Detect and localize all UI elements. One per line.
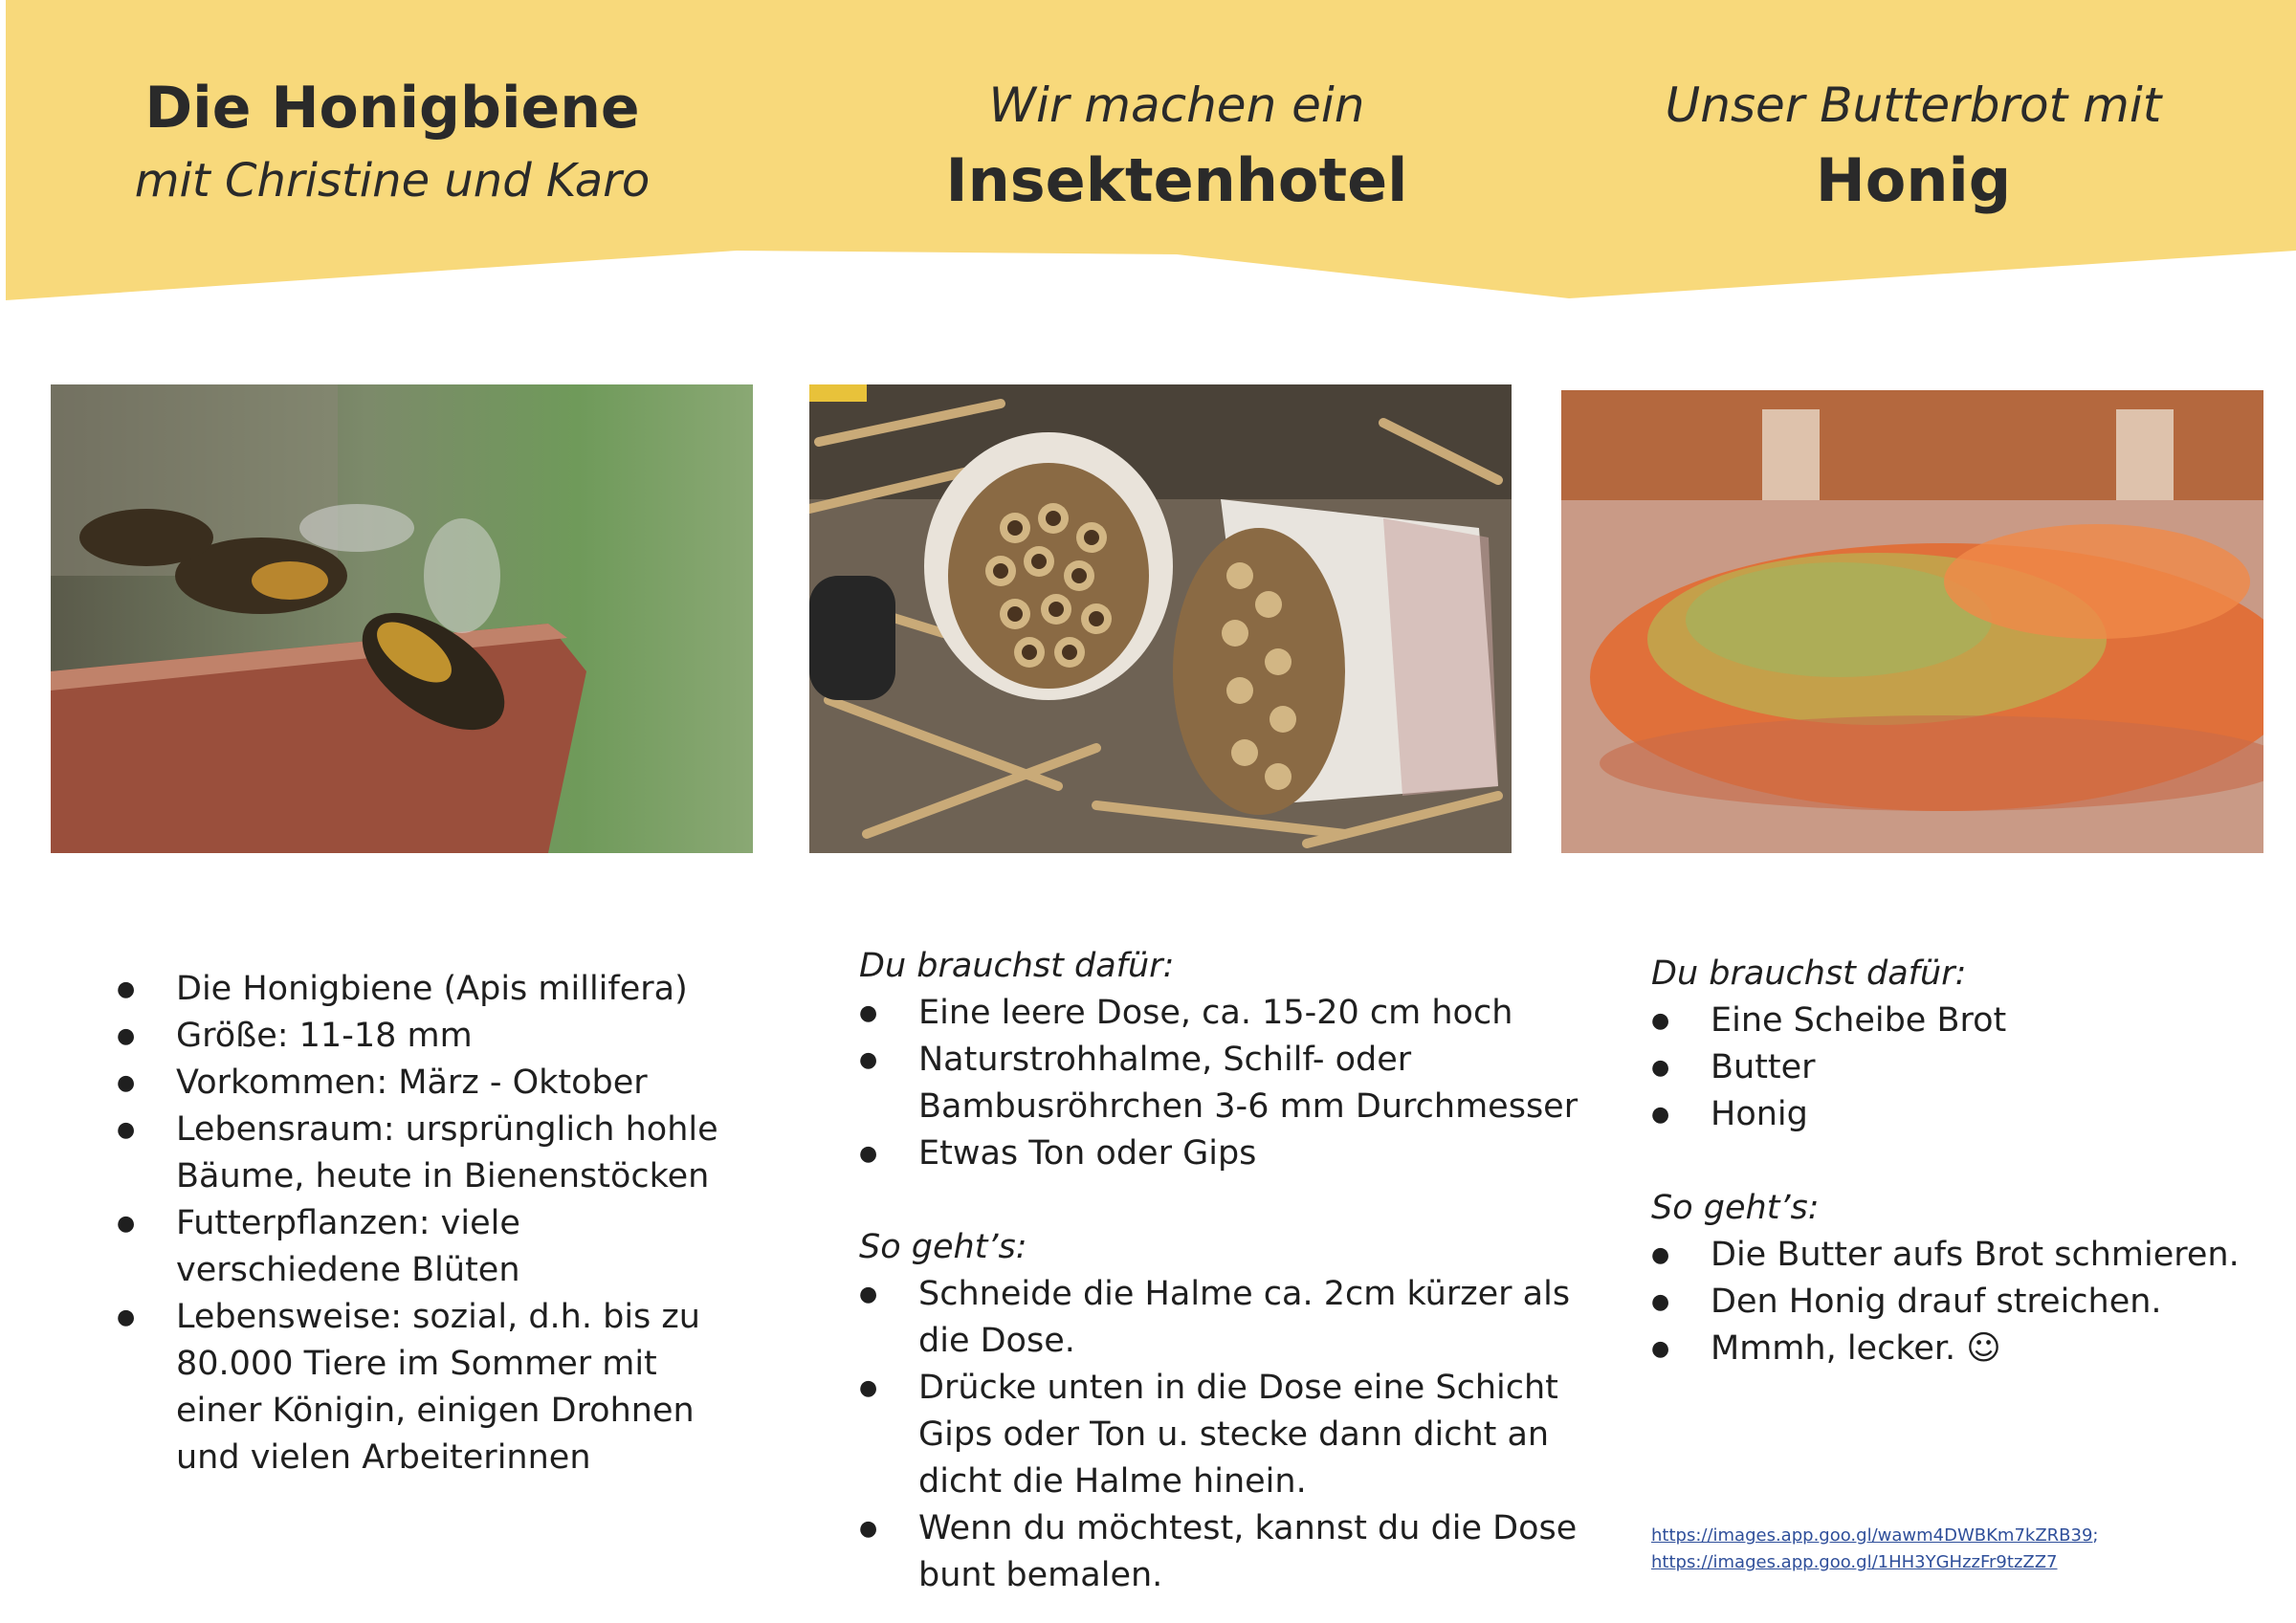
list-item: ● Eine Scheibe Brot	[1651, 998, 2263, 1044]
honeybee-heading	[57, 69, 727, 214]
honey-bread-heading	[1578, 69, 2248, 220]
list-item: ● Den Honig drauf streichen.	[1651, 1279, 2263, 1326]
steps-label: So geht’s:	[859, 1228, 1027, 1266]
list-item: ● Etwas Ton oder Gips	[859, 1130, 1586, 1177]
list-item: ● Butter	[1651, 1044, 2263, 1091]
honeybee-photo	[51, 384, 753, 853]
source-link-2[interactable]: https://images.app.goo.gl/1HH3YGHzzFr9tzZZ7	[1651, 1552, 2058, 1572]
needs-label: Du brauchst dafür:	[859, 947, 1175, 985]
honeybee-facts	[117, 966, 729, 1481]
honey-bread-title-line2: Honig	[1815, 145, 2012, 215]
list-item: ● Die Honigbiene (Apis millifera)	[117, 966, 729, 1013]
honey-bread-title-line1: Unser Butterbrot mit	[1665, 77, 2162, 133]
honey-bread-instructions	[1651, 951, 2263, 1372]
list-item: ● Größe: 11-18 mm	[117, 1013, 729, 1060]
list-item: ● Naturstrohhalme, Schilf- oder Bambusröhrchen 3-6 mm Durchmesser	[859, 1037, 1586, 1130]
list-item: ● Die Butter aufs Brot schmieren.	[1651, 1232, 2263, 1279]
source-link-1[interactable]: https://images.app.goo.gl/wawm4DWBKm7kZRB39	[1651, 1525, 2093, 1546]
insect-hotel-heading	[842, 69, 1512, 220]
image-sources	[1651, 1523, 2099, 1576]
honeybee-image-icon	[51, 384, 753, 853]
list-item: ● Futterpflanzen: viele verschiedene Blüten	[117, 1200, 729, 1294]
list-item: ● Mmmh, lecker. ☺	[1651, 1326, 2263, 1372]
steps-list	[859, 1271, 1586, 1599]
list-item: ● Honig	[1651, 1091, 2263, 1138]
honey-bread-image-icon	[1561, 390, 2263, 853]
steps-label: So geht’s:	[1651, 1189, 1820, 1227]
list-item: ● Vorkommen: März - Oktober	[117, 1060, 729, 1107]
list-item: ● Drücke unten in die Dose eine Schicht Gips oder Ton u. stecke dann dicht an dicht die Halme hinein.	[859, 1365, 1586, 1505]
list-item: ● Wenn du möchtest, kannst du die Dose bunt bemalen.	[859, 1505, 1586, 1599]
list-item: ● Lebensweise: sozial, d.h. bis zu 80.000 Tiere im Sommer mit einer Königin, einigen Drohnen und vielen Arbeiterinnen	[117, 1294, 729, 1481]
insect-hotel-image-icon	[809, 384, 1512, 853]
source-separator: ;	[2092, 1525, 2099, 1546]
needs-list	[1651, 998, 2263, 1138]
list-item: ● Lebensraum: ursprünglich hohle Bäume, heute in Bienenstöcken	[117, 1107, 729, 1200]
list-item: ● Schneide die Halme ca. 2cm kürzer als die Dose.	[859, 1271, 1586, 1365]
steps-list	[1651, 1232, 2263, 1372]
honey-bread-photo	[1561, 390, 2263, 853]
list-item: ● Eine leere Dose, ca. 15-20 cm hoch	[859, 990, 1586, 1037]
honeybee-subtitle: mit Christine und Karo	[134, 154, 651, 208]
needs-label: Du brauchst dafür:	[1651, 954, 1967, 993]
honeybee-facts-list	[117, 966, 729, 1481]
insect-hotel-photo	[809, 384, 1512, 853]
honeybee-title: Die Honigbiene	[144, 75, 640, 142]
needs-list	[859, 990, 1586, 1177]
insect-hotel-title-line1: Wir machen ein	[988, 77, 1365, 133]
insect-hotel-title-line2: Insektenhotel	[945, 145, 1408, 215]
insect-hotel-instructions	[859, 943, 1586, 1599]
